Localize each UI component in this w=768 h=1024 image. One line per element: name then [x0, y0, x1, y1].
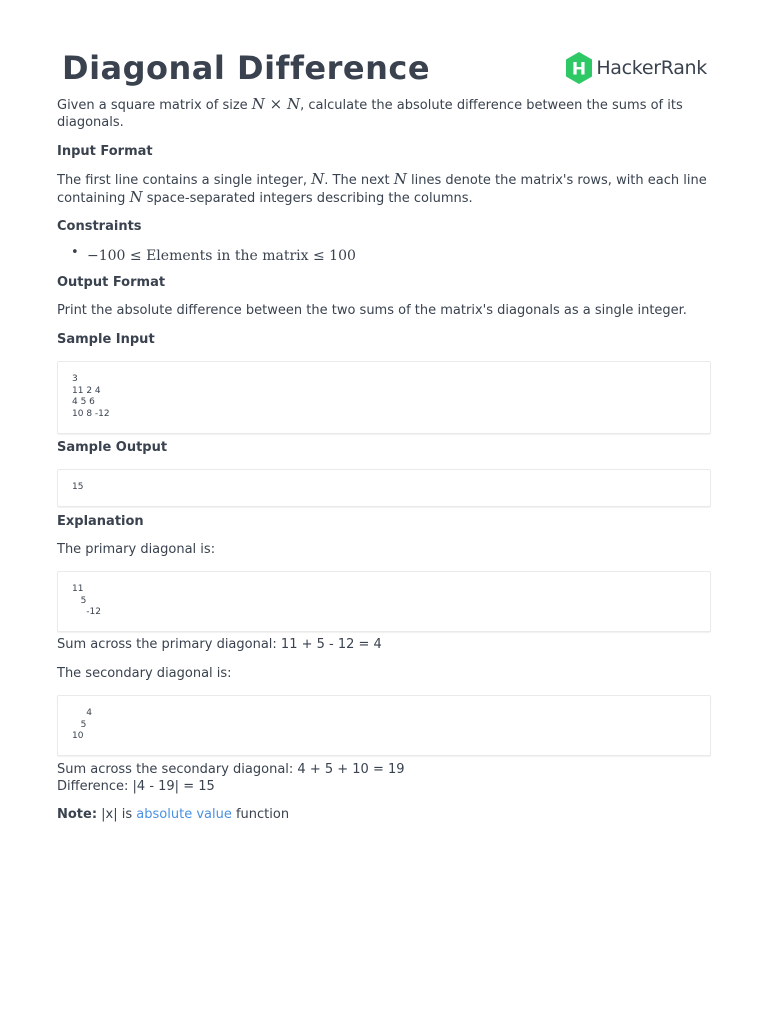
input-format-heading: Input Format — [57, 144, 153, 159]
header — [57, 0, 711, 94]
output-format-text: Print the absolute difference between the two sums of the matrix's diagonals as a single integer. — [57, 303, 687, 318]
secondary-diagonal-sum: Sum across the secondary diagonal: 4 + 5 + 10 = 19 Difference: |4 - 19| = 15 — [57, 761, 711, 795]
hackerrank-logo[interactable] — [565, 52, 707, 84]
page-title: Diagonal Difference — [62, 49, 431, 87]
input-format-text: The first line contains a single integer, N. The next N lines denote the matrix's rows, with each line containing N space-separated integers describing the columns. — [57, 170, 707, 206]
constraint-item: • −100 ≤ Elements in the matrix ≤ 100 — [57, 245, 711, 264]
explanation-heading: Explanation — [57, 514, 144, 529]
secondary-diagonal-intro: The secondary diagonal is: — [57, 666, 232, 681]
sample-input-heading: Sample Input — [57, 332, 155, 347]
secondary-diagonal-code: 4 5 10 — [57, 695, 711, 756]
math-n-by-n: N × N — [251, 95, 301, 113]
primary-diagonal-intro: The primary diagonal is: — [57, 542, 216, 557]
hackerrank-logo-icon — [565, 52, 593, 84]
absolute-value-link[interactable]: absolute value — [136, 807, 232, 822]
primary-diagonal-code: 11 5 -12 — [57, 571, 711, 632]
logo-text: HackerRank — [596, 57, 707, 79]
constraints-list — [57, 245, 711, 264]
sample-output-code: 15 — [57, 469, 711, 507]
difference-line: Difference: |4 - 19| = 15 — [57, 779, 215, 794]
svg-text:H: H — [572, 59, 587, 80]
note-label: Note: — [57, 807, 98, 822]
sample-output-heading: Sample Output — [57, 440, 168, 455]
sample-input-code: 3 11 2 4 4 5 6 10 8 -12 — [57, 361, 711, 434]
constraints-heading: Constraints — [57, 219, 142, 234]
intro-paragraph: Given a square matrix of size N × N, calculate the absolute difference between the sums of its diagonals. — [57, 95, 683, 130]
output-format-heading: Output Format — [57, 275, 166, 290]
problem-page — [57, 0, 711, 822]
note: Note: |x| is absolute value function — [57, 807, 290, 822]
primary-diagonal-sum: Sum across the primary diagonal: 11 + 5 - 12 = 4 — [57, 637, 382, 652]
